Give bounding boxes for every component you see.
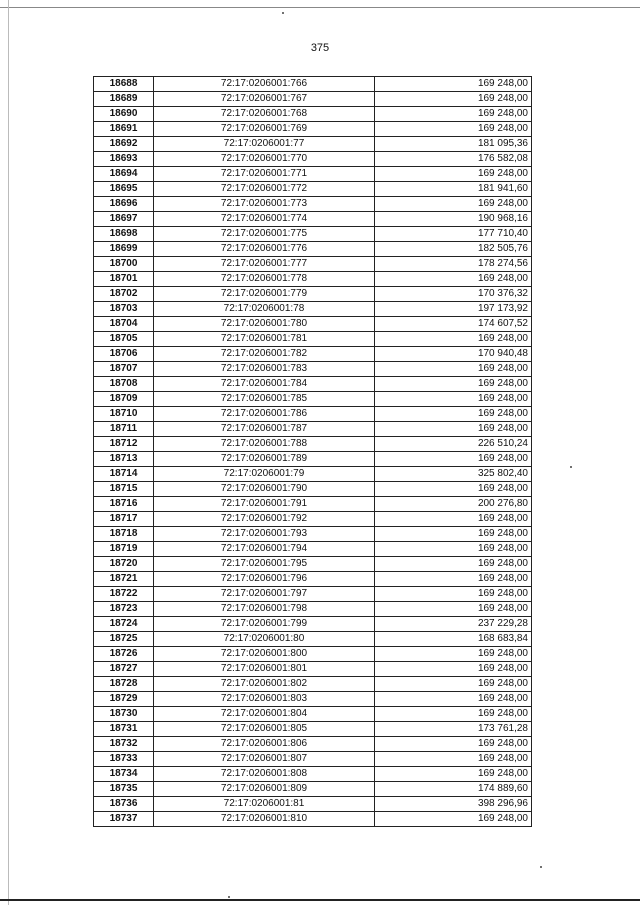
table-row bbox=[94, 242, 532, 257]
row-number-cell: 18694 bbox=[94, 167, 154, 182]
table-row bbox=[94, 572, 532, 587]
cadastral-value-cell: 170 376,32 bbox=[375, 287, 532, 302]
table-row bbox=[94, 332, 532, 347]
row-number-cell: 18734 bbox=[94, 767, 154, 782]
cadastral-number-cell: 72:17:0206001:789 bbox=[154, 452, 375, 467]
row-number-cell: 18737 bbox=[94, 812, 154, 827]
cadastral-number-cell: 72:17:0206001:81 bbox=[154, 797, 375, 812]
cadastral-number-cell: 72:17:0206001:781 bbox=[154, 332, 375, 347]
cadastral-number-cell: 72:17:0206001:794 bbox=[154, 542, 375, 557]
cadastral-number-cell: 72:17:0206001:777 bbox=[154, 257, 375, 272]
table-row bbox=[94, 797, 532, 812]
row-number-cell: 18722 bbox=[94, 587, 154, 602]
cadastral-number-cell: 72:17:0206001:780 bbox=[154, 317, 375, 332]
cadastral-number-cell: 72:17:0206001:778 bbox=[154, 272, 375, 287]
table-row bbox=[94, 362, 532, 377]
table-row bbox=[94, 707, 532, 722]
cadastral-value-cell: 181 941,60 bbox=[375, 182, 532, 197]
cadastral-number-cell: 72:17:0206001:798 bbox=[154, 602, 375, 617]
row-number-cell: 18696 bbox=[94, 197, 154, 212]
table-row bbox=[94, 377, 532, 392]
table-row bbox=[94, 227, 532, 242]
table-body bbox=[94, 77, 532, 827]
cadastral-number-cell: 72:17:0206001:774 bbox=[154, 212, 375, 227]
table-row bbox=[94, 152, 532, 167]
table-row bbox=[94, 677, 532, 692]
row-number-cell: 18716 bbox=[94, 497, 154, 512]
row-number-cell: 18703 bbox=[94, 302, 154, 317]
bottom-edge-rule bbox=[0, 899, 640, 901]
row-number-cell: 18695 bbox=[94, 182, 154, 197]
table-row bbox=[94, 257, 532, 272]
table-row bbox=[94, 662, 532, 677]
cadastral-value-cell: 169 248,00 bbox=[375, 557, 532, 572]
cadastral-value-cell: 181 095,36 bbox=[375, 137, 532, 152]
row-number-cell: 18708 bbox=[94, 377, 154, 392]
table-row bbox=[94, 467, 532, 482]
cadastral-value-cell: 226 510,24 bbox=[375, 437, 532, 452]
row-number-cell: 18697 bbox=[94, 212, 154, 227]
cadastral-value-cell: 169 248,00 bbox=[375, 812, 532, 827]
cadastral-value-cell: 169 248,00 bbox=[375, 77, 532, 92]
row-number-cell: 18718 bbox=[94, 527, 154, 542]
cadastral-value-table bbox=[93, 76, 532, 827]
cadastral-value-cell: 169 248,00 bbox=[375, 647, 532, 662]
row-number-cell: 18699 bbox=[94, 242, 154, 257]
row-number-cell: 18736 bbox=[94, 797, 154, 812]
table-row bbox=[94, 212, 532, 227]
scan-speck bbox=[570, 466, 572, 468]
cadastral-value-cell: 169 248,00 bbox=[375, 422, 532, 437]
row-number-cell: 18733 bbox=[94, 752, 154, 767]
row-number-cell: 18701 bbox=[94, 272, 154, 287]
cadastral-value-cell: 178 274,56 bbox=[375, 257, 532, 272]
cadastral-value-cell: 169 248,00 bbox=[375, 122, 532, 137]
row-number-cell: 18731 bbox=[94, 722, 154, 737]
cadastral-value-cell: 174 889,60 bbox=[375, 782, 532, 797]
cadastral-value-cell: 177 710,40 bbox=[375, 227, 532, 242]
row-number-cell: 18714 bbox=[94, 467, 154, 482]
cadastral-number-cell: 72:17:0206001:785 bbox=[154, 392, 375, 407]
cadastral-value-cell: 168 683,84 bbox=[375, 632, 532, 647]
cadastral-number-cell: 72:17:0206001:786 bbox=[154, 407, 375, 422]
cadastral-number-cell: 72:17:0206001:768 bbox=[154, 107, 375, 122]
table-row bbox=[94, 542, 532, 557]
cadastral-number-cell: 72:17:0206001:769 bbox=[154, 122, 375, 137]
cadastral-number-cell: 72:17:0206001:792 bbox=[154, 512, 375, 527]
table-row bbox=[94, 527, 532, 542]
cadastral-value-cell: 190 968,16 bbox=[375, 212, 532, 227]
left-edge-rule bbox=[8, 0, 9, 905]
cadastral-number-cell: 72:17:0206001:801 bbox=[154, 662, 375, 677]
cadastral-number-cell: 72:17:0206001:773 bbox=[154, 197, 375, 212]
cadastral-value-cell: 169 248,00 bbox=[375, 752, 532, 767]
cadastral-number-cell: 72:17:0206001:78 bbox=[154, 302, 375, 317]
table-row bbox=[94, 347, 532, 362]
row-number-cell: 18712 bbox=[94, 437, 154, 452]
row-number-cell: 18715 bbox=[94, 482, 154, 497]
row-number-cell: 18723 bbox=[94, 602, 154, 617]
table-row bbox=[94, 167, 532, 182]
cadastral-number-cell: 72:17:0206001:771 bbox=[154, 167, 375, 182]
row-number-cell: 18725 bbox=[94, 632, 154, 647]
cadastral-value-cell: 200 276,80 bbox=[375, 497, 532, 512]
cadastral-number-cell: 72:17:0206001:800 bbox=[154, 647, 375, 662]
table-row bbox=[94, 602, 532, 617]
cadastral-number-cell: 72:17:0206001:796 bbox=[154, 572, 375, 587]
row-number-cell: 18726 bbox=[94, 647, 154, 662]
table-row bbox=[94, 272, 532, 287]
table-row bbox=[94, 107, 532, 122]
table-row bbox=[94, 722, 532, 737]
cadastral-value-cell: 237 229,28 bbox=[375, 617, 532, 632]
row-number-cell: 18704 bbox=[94, 317, 154, 332]
cadastral-value-cell: 174 607,52 bbox=[375, 317, 532, 332]
table-row bbox=[94, 422, 532, 437]
cadastral-value-cell: 197 173,92 bbox=[375, 302, 532, 317]
row-number-cell: 18691 bbox=[94, 122, 154, 137]
cadastral-number-cell: 72:17:0206001:797 bbox=[154, 587, 375, 602]
cadastral-number-cell: 72:17:0206001:795 bbox=[154, 557, 375, 572]
cadastral-value-cell: 169 248,00 bbox=[375, 707, 532, 722]
cadastral-number-cell: 72:17:0206001:770 bbox=[154, 152, 375, 167]
cadastral-number-cell: 72:17:0206001:793 bbox=[154, 527, 375, 542]
cadastral-number-cell: 72:17:0206001:809 bbox=[154, 782, 375, 797]
table-row bbox=[94, 92, 532, 107]
cadastral-number-cell: 72:17:0206001:790 bbox=[154, 482, 375, 497]
table-row bbox=[94, 392, 532, 407]
table-row bbox=[94, 77, 532, 92]
cadastral-value-cell: 169 248,00 bbox=[375, 377, 532, 392]
cadastral-number-cell: 72:17:0206001:80 bbox=[154, 632, 375, 647]
scan-speck bbox=[282, 12, 284, 14]
cadastral-value-cell: 169 248,00 bbox=[375, 407, 532, 422]
cadastral-number-cell: 72:17:0206001:803 bbox=[154, 692, 375, 707]
cadastral-value-cell: 169 248,00 bbox=[375, 692, 532, 707]
cadastral-value-cell: 169 248,00 bbox=[375, 92, 532, 107]
table-row bbox=[94, 122, 532, 137]
row-number-cell: 18700 bbox=[94, 257, 154, 272]
cadastral-number-cell: 72:17:0206001:784 bbox=[154, 377, 375, 392]
row-number-cell: 18705 bbox=[94, 332, 154, 347]
cadastral-number-cell: 72:17:0206001:799 bbox=[154, 617, 375, 632]
cadastral-number-cell: 72:17:0206001:782 bbox=[154, 347, 375, 362]
cadastral-value-cell: 169 248,00 bbox=[375, 542, 532, 557]
cadastral-value-cell: 169 248,00 bbox=[375, 392, 532, 407]
table-row bbox=[94, 452, 532, 467]
table-row bbox=[94, 137, 532, 152]
cadastral-value-cell: 169 248,00 bbox=[375, 197, 532, 212]
row-number-cell: 18706 bbox=[94, 347, 154, 362]
cadastral-value-cell: 325 802,40 bbox=[375, 467, 532, 482]
row-number-cell: 18721 bbox=[94, 572, 154, 587]
table-row bbox=[94, 767, 532, 782]
cadastral-number-cell: 72:17:0206001:783 bbox=[154, 362, 375, 377]
cadastral-number-cell: 72:17:0206001:802 bbox=[154, 677, 375, 692]
cadastral-number-cell: 72:17:0206001:77 bbox=[154, 137, 375, 152]
page-number: 375 bbox=[310, 42, 330, 54]
row-number-cell: 18707 bbox=[94, 362, 154, 377]
row-number-cell: 18690 bbox=[94, 107, 154, 122]
table-row bbox=[94, 692, 532, 707]
cadastral-value-cell: 169 248,00 bbox=[375, 737, 532, 752]
table-row bbox=[94, 557, 532, 572]
table-row bbox=[94, 497, 532, 512]
cadastral-value-cell: 182 505,76 bbox=[375, 242, 532, 257]
row-number-cell: 18724 bbox=[94, 617, 154, 632]
table-row bbox=[94, 512, 532, 527]
row-number-cell: 18717 bbox=[94, 512, 154, 527]
cadastral-value-cell: 169 248,00 bbox=[375, 587, 532, 602]
cadastral-value-cell: 169 248,00 bbox=[375, 662, 532, 677]
cadastral-value-cell: 169 248,00 bbox=[375, 767, 532, 782]
table-row bbox=[94, 812, 532, 827]
cadastral-value-cell: 169 248,00 bbox=[375, 512, 532, 527]
row-number-cell: 18713 bbox=[94, 452, 154, 467]
table-row bbox=[94, 287, 532, 302]
cadastral-number-cell: 72:17:0206001:807 bbox=[154, 752, 375, 767]
cadastral-value-cell: 169 248,00 bbox=[375, 107, 532, 122]
cadastral-number-cell: 72:17:0206001:804 bbox=[154, 707, 375, 722]
table-row bbox=[94, 302, 532, 317]
row-number-cell: 18730 bbox=[94, 707, 154, 722]
row-number-cell: 18692 bbox=[94, 137, 154, 152]
scan-speck bbox=[540, 866, 542, 868]
cadastral-value-cell: 170 940,48 bbox=[375, 347, 532, 362]
cadastral-value-cell: 169 248,00 bbox=[375, 572, 532, 587]
row-number-cell: 18688 bbox=[94, 77, 154, 92]
table-row bbox=[94, 752, 532, 767]
table-row bbox=[94, 587, 532, 602]
table-row bbox=[94, 437, 532, 452]
row-number-cell: 18693 bbox=[94, 152, 154, 167]
cadastral-value-cell: 176 582,08 bbox=[375, 152, 532, 167]
table-row bbox=[94, 317, 532, 332]
table-row bbox=[94, 482, 532, 497]
table-row bbox=[94, 737, 532, 752]
table-row bbox=[94, 647, 532, 662]
cadastral-value-cell: 173 761,28 bbox=[375, 722, 532, 737]
cadastral-value-cell: 169 248,00 bbox=[375, 452, 532, 467]
table-row bbox=[94, 617, 532, 632]
cadastral-number-cell: 72:17:0206001:79 bbox=[154, 467, 375, 482]
cadastral-number-cell: 72:17:0206001:775 bbox=[154, 227, 375, 242]
row-number-cell: 18728 bbox=[94, 677, 154, 692]
cadastral-number-cell: 72:17:0206001:779 bbox=[154, 287, 375, 302]
cadastral-number-cell: 72:17:0206001:772 bbox=[154, 182, 375, 197]
scan-speck bbox=[228, 896, 230, 898]
row-number-cell: 18702 bbox=[94, 287, 154, 302]
table-row bbox=[94, 782, 532, 797]
cadastral-number-cell: 72:17:0206001:787 bbox=[154, 422, 375, 437]
row-number-cell: 18710 bbox=[94, 407, 154, 422]
cadastral-value-cell: 169 248,00 bbox=[375, 527, 532, 542]
cadastral-number-cell: 72:17:0206001:791 bbox=[154, 497, 375, 512]
cadastral-value-cell: 169 248,00 bbox=[375, 332, 532, 347]
row-number-cell: 18711 bbox=[94, 422, 154, 437]
table-row bbox=[94, 632, 532, 647]
cadastral-value-cell: 169 248,00 bbox=[375, 362, 532, 377]
cadastral-number-cell: 72:17:0206001:767 bbox=[154, 92, 375, 107]
table-row bbox=[94, 407, 532, 422]
cadastral-number-cell: 72:17:0206001:805 bbox=[154, 722, 375, 737]
row-number-cell: 18709 bbox=[94, 392, 154, 407]
cadastral-number-cell: 72:17:0206001:766 bbox=[154, 77, 375, 92]
cadastral-value-cell: 169 248,00 bbox=[375, 167, 532, 182]
row-number-cell: 18720 bbox=[94, 557, 154, 572]
top-edge-rule bbox=[0, 7, 640, 8]
row-number-cell: 18727 bbox=[94, 662, 154, 677]
cadastral-number-cell: 72:17:0206001:788 bbox=[154, 437, 375, 452]
table-row bbox=[94, 182, 532, 197]
row-number-cell: 18735 bbox=[94, 782, 154, 797]
row-number-cell: 18732 bbox=[94, 737, 154, 752]
row-number-cell: 18729 bbox=[94, 692, 154, 707]
cadastral-number-cell: 72:17:0206001:810 bbox=[154, 812, 375, 827]
cadastral-value-cell: 398 296,96 bbox=[375, 797, 532, 812]
cadastral-number-cell: 72:17:0206001:808 bbox=[154, 767, 375, 782]
cadastral-number-cell: 72:17:0206001:776 bbox=[154, 242, 375, 257]
cadastral-value-cell: 169 248,00 bbox=[375, 482, 532, 497]
cadastral-value-cell: 169 248,00 bbox=[375, 602, 532, 617]
row-number-cell: 18698 bbox=[94, 227, 154, 242]
row-number-cell: 18689 bbox=[94, 92, 154, 107]
cadastral-value-cell: 169 248,00 bbox=[375, 272, 532, 287]
row-number-cell: 18719 bbox=[94, 542, 154, 557]
table-row bbox=[94, 197, 532, 212]
cadastral-number-cell: 72:17:0206001:806 bbox=[154, 737, 375, 752]
cadastral-value-cell: 169 248,00 bbox=[375, 677, 532, 692]
